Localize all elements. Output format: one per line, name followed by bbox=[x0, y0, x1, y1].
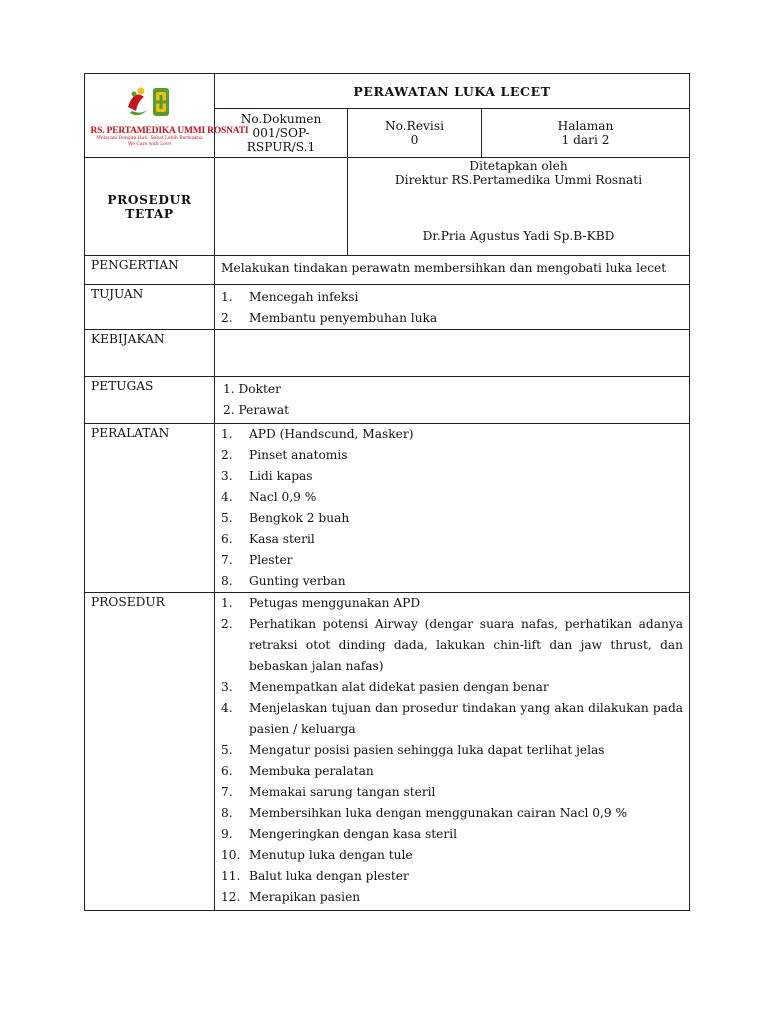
director-text: Direktur RS.Pertamedika Ummi Rosnati bbox=[394, 173, 643, 187]
list-item: 11. Balut luka dengan plester bbox=[221, 869, 409, 883]
list-item: 1. APD (Handscund, Masker) bbox=[221, 427, 414, 441]
list-item: 4. Nacl 0,9 % bbox=[221, 490, 317, 504]
tujuan-content bbox=[215, 285, 690, 330]
list-item: 10. Menutup luka dengan tule bbox=[221, 848, 413, 862]
list-item: 12. Merapikan pasien bbox=[221, 890, 361, 904]
list-item: 1. Mencegah infeksi bbox=[221, 290, 359, 304]
empty-approval-cell bbox=[215, 158, 348, 256]
list-item: 8. Membersihkan luka dengan menggunakan cairan Nacl 0,9 % bbox=[221, 806, 628, 820]
list-item: 7. Plester bbox=[221, 553, 293, 567]
approval-cell bbox=[348, 158, 690, 256]
list-item: 2. Pinset anatomis bbox=[221, 448, 348, 462]
page-cell bbox=[482, 109, 690, 158]
petugas-content bbox=[215, 377, 690, 424]
list-item: 6. Membuka peralatan bbox=[221, 764, 374, 778]
hospital-tagline-2: We Care with Love bbox=[127, 142, 172, 147]
page-label: Halaman bbox=[557, 119, 614, 133]
list-item: 2. Perhatikan potensi Airway (dengar suara nafas, perhatikan adanya retraksi otot dinding dada, lakukan chin-lift dan jaw thrust, dan bebaskan jalan nafas) bbox=[221, 617, 684, 673]
petugas-label: PETUGAS bbox=[85, 377, 215, 424]
list-item: 3. Menempatkan alat didekat pasien dengan benar bbox=[221, 680, 549, 694]
tujuan-label: TUJUAN bbox=[85, 285, 215, 330]
prosedur-list bbox=[221, 593, 683, 908]
pengertian-label: PENGERTIAN bbox=[85, 256, 215, 285]
hospital-name: RS. PERTAMEDIKA UMMI ROSNATI bbox=[90, 126, 249, 136]
kebijakan-label: KEBIJAKAN bbox=[85, 330, 215, 377]
list-item: 4. Menjelaskan tujuan dan prosedur tindakan yang akan dilakukan pada pasien / keluarga bbox=[221, 701, 684, 736]
hospital-logo bbox=[90, 83, 249, 148]
list-item: 1. Petugas menggunakan APD bbox=[221, 596, 421, 610]
petugas-item: 1. Dokter bbox=[223, 382, 281, 396]
list-item: 2. Membantu penyembuhan luka bbox=[221, 311, 438, 325]
peralatan-content bbox=[215, 424, 690, 593]
document-title: PERAWATAN LUKA LECET bbox=[215, 74, 690, 109]
list-item: 9. Mengeringkan dengan kasa steril bbox=[221, 827, 457, 841]
list-item: 5. Bengkok 2 buah bbox=[221, 511, 350, 525]
pengertian-text: Melakukan tindakan perawatn membersihkan dan mengobati luka lecet bbox=[215, 256, 690, 285]
set-by-text: Ditetapkan oleh bbox=[469, 159, 568, 173]
list-item: 8. Gunting verban bbox=[221, 574, 346, 588]
list-item: 7. Memakai sarung tangan steril bbox=[221, 785, 436, 799]
doc-number-value: 001/SOP-RSPUR/S.1 bbox=[246, 126, 316, 154]
tujuan-list bbox=[221, 287, 683, 329]
list-item: 6. Kasa steril bbox=[221, 532, 315, 546]
hospital-tagline: Melayani Dengan Hati, Sehat Lebih Bermakna bbox=[96, 136, 203, 141]
petugas-item: 2. Perawat bbox=[223, 403, 290, 417]
kebijakan-content bbox=[215, 330, 690, 377]
revision-value: 0 bbox=[410, 133, 419, 147]
hospital-logo-cell bbox=[85, 74, 249, 158]
sop-document-table bbox=[84, 73, 690, 911]
revision-label: No.Revisi bbox=[385, 119, 444, 133]
list-item: 3. Lidi kapas bbox=[221, 469, 313, 483]
peralatan-list bbox=[221, 424, 683, 592]
prosedur-tetap-label: PROSEDUR TETAP bbox=[85, 158, 215, 256]
doc-number-label: No.Dokumen bbox=[240, 112, 322, 126]
signer-text: Dr.Pria Agustus Yadi Sp.B-KBD bbox=[422, 229, 615, 243]
peralatan-label: PERALATAN bbox=[85, 424, 215, 593]
revision-cell bbox=[348, 109, 482, 158]
list-item: 5. Mengatur posisi pasien sehingga luka dapat terlihat jelas bbox=[221, 743, 605, 757]
prosedur-content bbox=[215, 593, 690, 911]
hospital-emblem-icon bbox=[120, 83, 180, 123]
prosedur-label: PROSEDUR bbox=[85, 593, 215, 911]
page-value: 1 dari 2 bbox=[561, 133, 610, 147]
